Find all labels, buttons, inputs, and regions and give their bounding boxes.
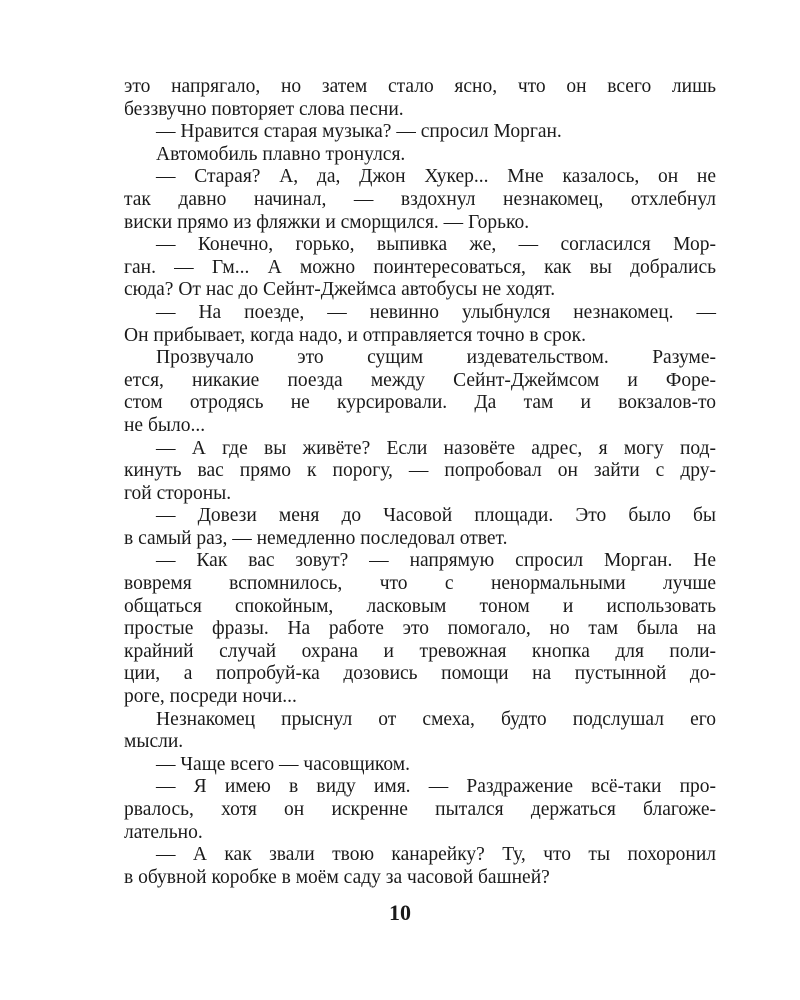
text-line: — Как вас зовут? — напрямую спросил Морган. Не — [156, 550, 716, 572]
text-line: ции, а попробуй-ка дозовись помощи на пустынной до- — [124, 663, 716, 685]
text-line: — Нравится старая музыка? — спросил Морган. — [156, 121, 562, 143]
text-line: в обувной коробке в моём саду за часовой башней? — [124, 866, 550, 888]
text-line: общаться спокойным, ласковым тоном и использовать — [124, 595, 716, 617]
page-number: 10 — [389, 900, 411, 925]
text-line: Незнакомец прыснул от смеха, будто подслушал его — [156, 708, 716, 730]
text-line: сюда? От нас до Сейнт-Джеймса автобусы не ходят. — [124, 279, 556, 301]
text-line: стом отродясь не курсировали. Да там и вокзалов-то — [124, 392, 716, 414]
text-line: — А где вы живёте? Если назовёте адрес, я могу под- — [156, 437, 716, 459]
text-line: — Довези меня до Часовой площади. Это было бы — [156, 505, 716, 527]
text-line: Автомобиль плавно тронулся. — [156, 143, 406, 165]
text-line: — Старая? А, да, Джон Хукер... Мне казалось, он не — [156, 166, 716, 188]
text-line: не было... — [124, 414, 206, 436]
text-line: роге, посреди ночи... — [124, 686, 297, 708]
page-text — [124, 76, 716, 889]
text-line: так давно начинал, — вздохнул незнакомец, отхлебнул — [124, 188, 716, 210]
text-line: Прозвучало это сущим издевательством. Разуме- — [156, 347, 716, 369]
text-line: кинуть вас прямо к порогу, — попробовал он зайти с дру- — [124, 460, 716, 482]
text-line: мысли. — [124, 731, 184, 753]
text-line: беззвучно повторяет слова песни. — [124, 98, 404, 120]
text-line: — Чаще всего — часовщиком. — [156, 753, 411, 775]
text-line: ган. — Гм... А можно поинтересоваться, как вы добрались — [124, 256, 716, 278]
text-line: — На поезде, — невинно улыбнулся незнакомец. — — [156, 301, 716, 323]
text-line: крайний случай охрана и тревожная кнопка для поли- — [124, 640, 716, 662]
text-line: ется, никакие поезда между Сейнт-Джеймсом и Форе- — [124, 369, 716, 391]
text-line: в самый раз, — немедленно последовал ответ. — [124, 527, 508, 549]
text-line: рвалось, хотя он искренне пытался держаться благоже- — [124, 799, 716, 820]
text-line: — Конечно, горько, выпивка же, — согласился Мор- — [156, 234, 716, 256]
text-line: виски прямо из фляжки и сморщился. — Горько. — [124, 211, 530, 233]
text-line: гой стороны. — [124, 482, 232, 504]
text-line: вовремя вспомнилось, что с ненормальными лучше — [124, 573, 716, 595]
text-line: это напрягало, но затем стало ясно, что он всего лишь — [124, 76, 716, 97]
text-line: Он прибывает, когда надо, и отправляется точно в срок. — [124, 324, 587, 346]
text-line: — Я имею в виду имя. — Раздражение всё-таки про- — [156, 776, 716, 798]
text-line: лательно. — [124, 821, 203, 843]
text-line: — А как звали твою канарейку? Ту, что ты похоронил — [156, 844, 716, 866]
text-line: простые фразы. На работе это помогало, но там была на — [124, 618, 716, 640]
